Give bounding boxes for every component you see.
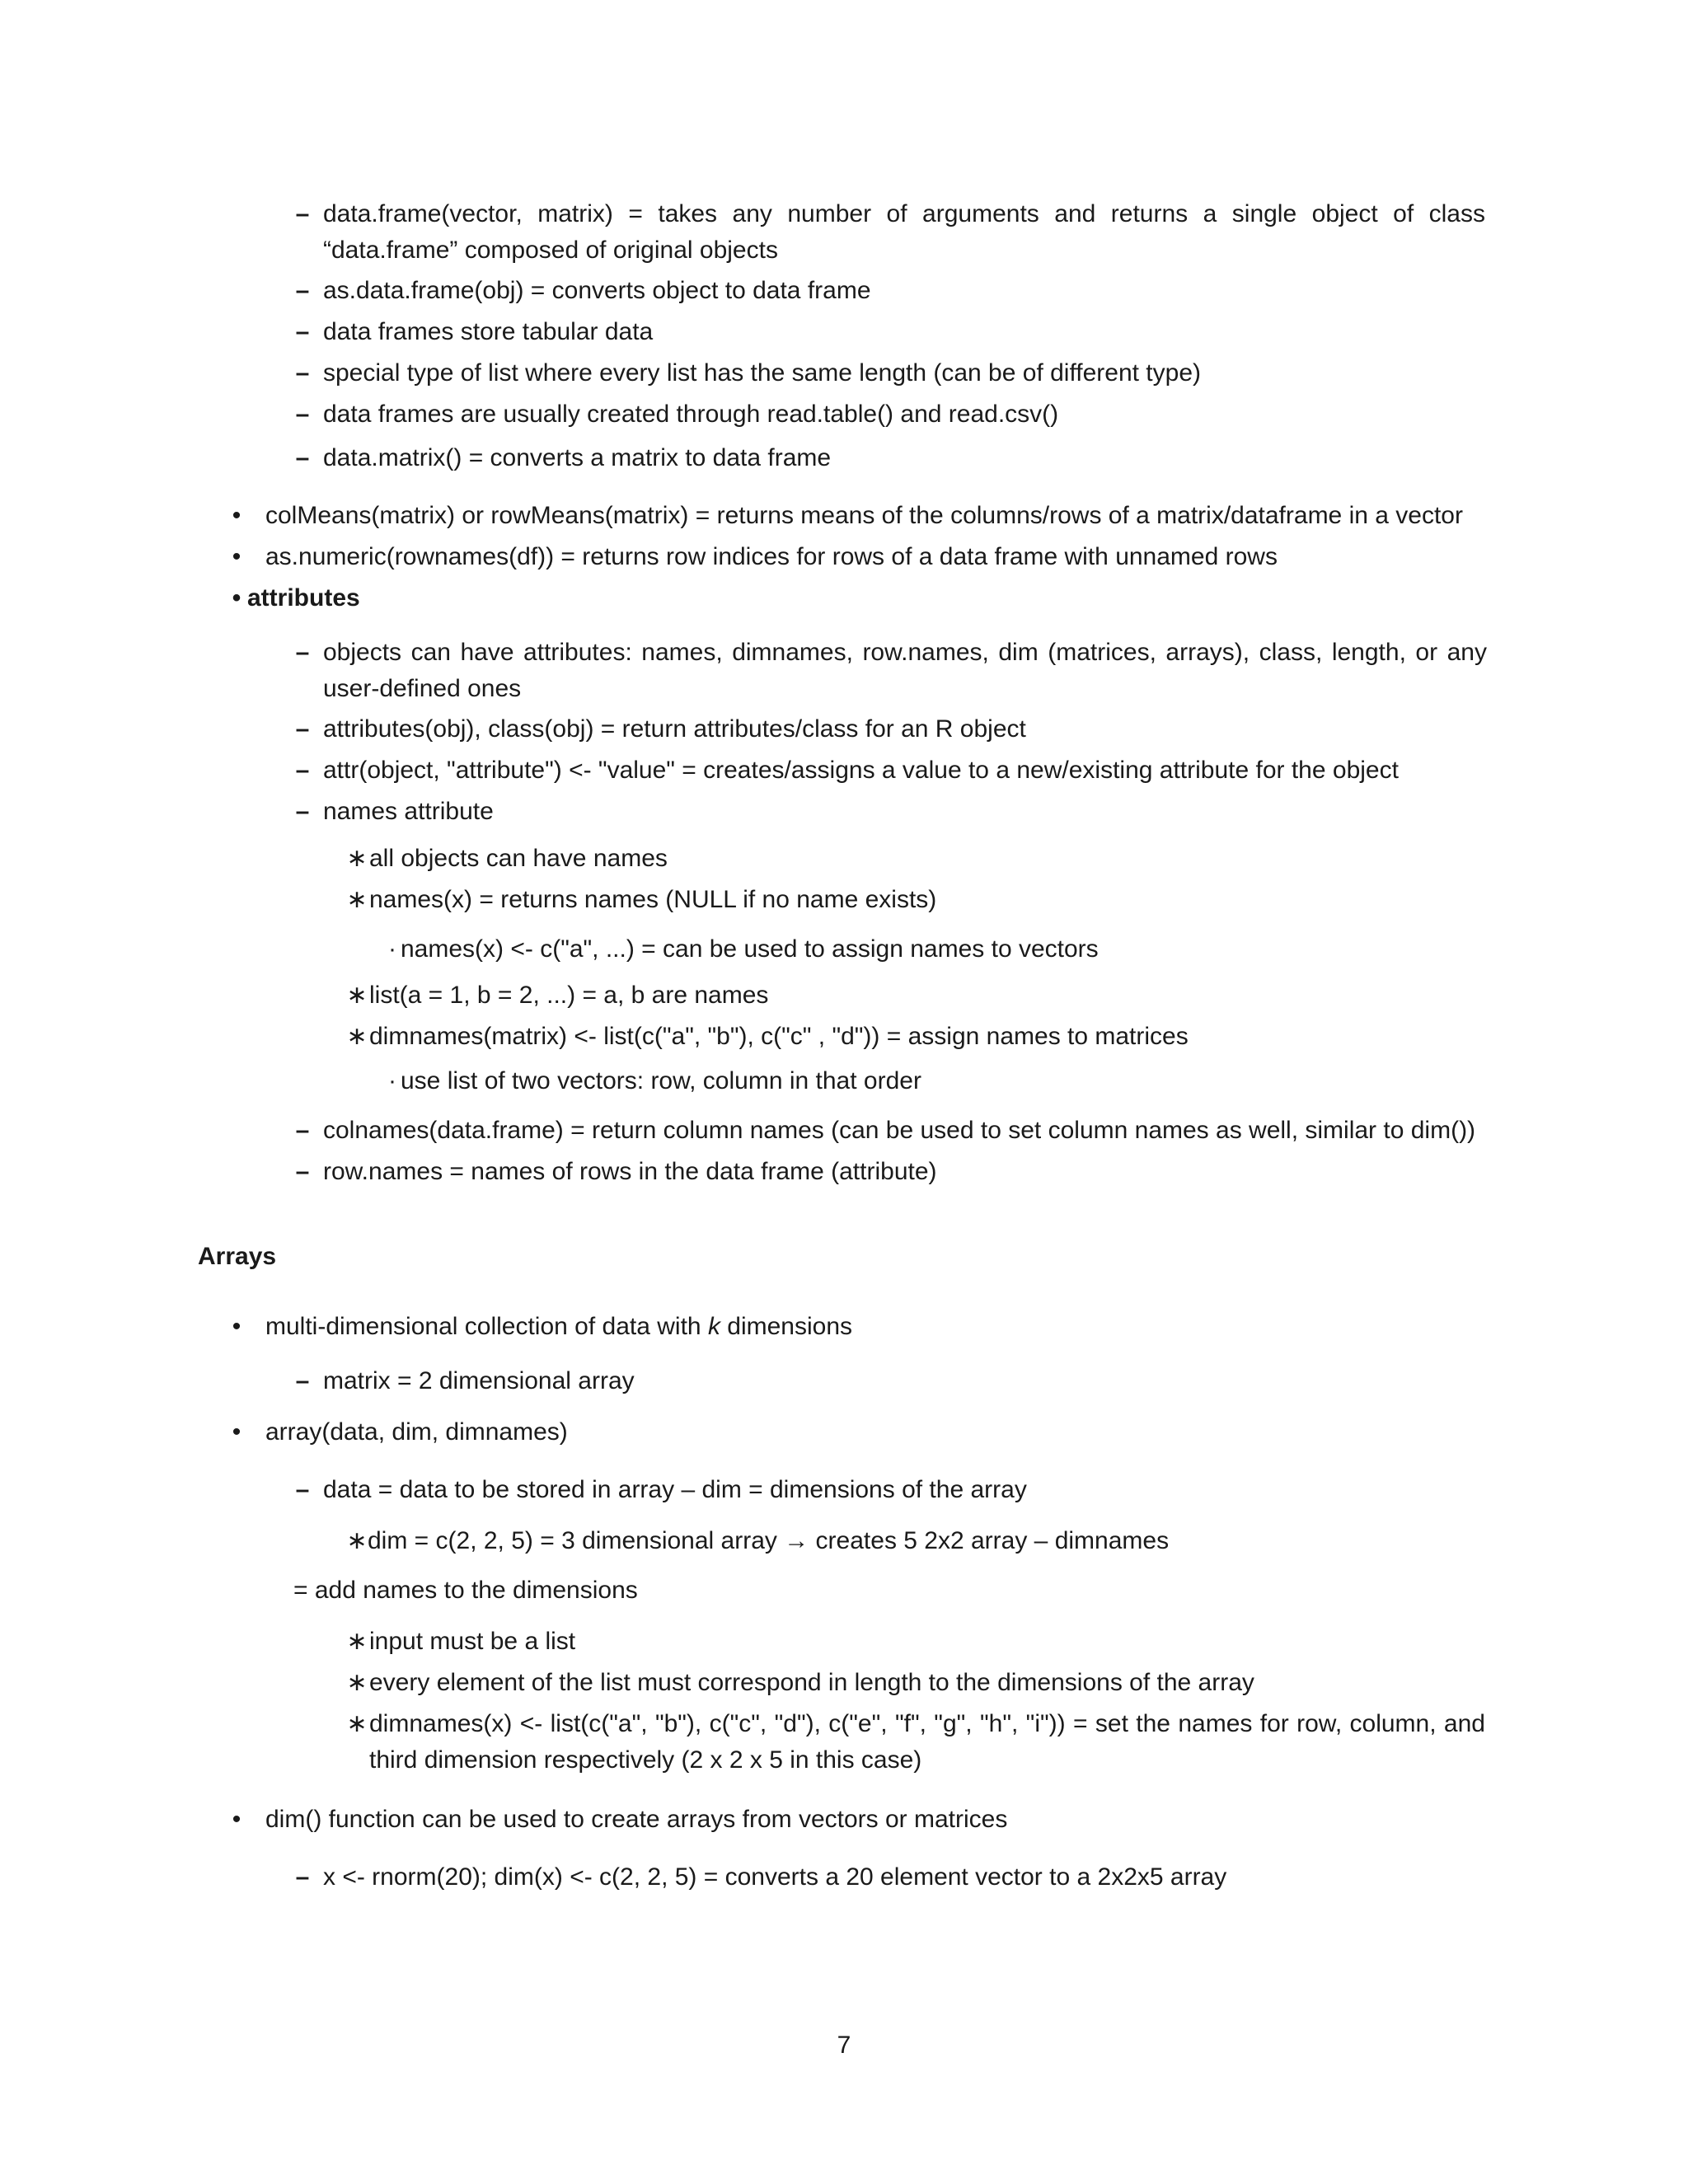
asterisk-marker: ∗	[346, 1710, 368, 1737]
list-item: use list of two vectors: row, column in that order	[401, 1067, 921, 1094]
dot-marker: ·	[388, 935, 396, 963]
list-item: colMeans(matrix) or rowMeans(matrix) = returns means of the columns/rows of a matrix/dataframe in a vector	[265, 502, 1463, 529]
dash-marker: –	[295, 359, 310, 387]
dash-marker: –	[295, 715, 310, 743]
list-item: dim = c(2, 2, 5) = 3 dimensional array → creates 5 2x2 array – dimnames	[368, 1527, 1170, 1554]
list-item: as.data.frame(obj) = converts object to data frame	[323, 277, 871, 304]
dash-marker: –	[295, 1367, 310, 1394]
list-item: data.matrix() = converts a matrix to data frame	[323, 444, 832, 471]
bullet-marker: •	[232, 502, 241, 529]
list-item: list(a = 1, b = 2, ...) = a, b are names	[369, 982, 769, 1009]
list-item: dimnames(x) <- list(c("a", "b"), c("c", "d"), c("e", "f", "g", "h", "i")) = set the names for row, column, and third dimension respectively (2 x 2 x 5 in this case)	[369, 1710, 1485, 1774]
attributes-heading: attributes	[247, 584, 360, 612]
dash-marker: –	[295, 1117, 310, 1144]
list-item: data = data to be stored in array – dim = dimensions of the array	[323, 1476, 1027, 1503]
list-item: as.numeric(rownames(df)) = returns row indices for rows of a data frame with unnamed rows	[265, 543, 1278, 570]
dot-marker: ·	[388, 1067, 396, 1094]
bullet-marker: •	[232, 543, 241, 570]
dash-marker: –	[295, 1863, 310, 1891]
dash-marker: –	[295, 318, 310, 345]
list-item: objects can have attributes: names, dimnames, row.names, dim (matrices, arrays), class, length, or any user-defined ones	[323, 639, 1487, 702]
list-item: data frames store tabular data	[323, 318, 654, 345]
asterisk-marker: ∗	[346, 886, 368, 913]
asterisk-marker: ∗	[346, 845, 368, 872]
asterisk-marker: ∗	[346, 1628, 368, 1655]
dash-marker: –	[295, 639, 310, 666]
dash-marker: –	[295, 1158, 310, 1185]
bullet-marker: •	[232, 1806, 241, 1833]
asterisk-marker: ∗	[346, 1527, 368, 1554]
list-item: data.frame(vector, matrix) = takes any number of arguments and returns a single object of class “data.frame” composed of original objects	[323, 200, 1485, 264]
bullet-marker: •	[232, 584, 241, 612]
dash-marker: –	[295, 444, 310, 471]
bullet-marker: •	[232, 1313, 241, 1340]
dash-marker: –	[295, 200, 310, 227]
list-item: input must be a list	[369, 1628, 576, 1655]
list-item: all objects can have names	[369, 845, 668, 872]
asterisk-marker: ∗	[346, 982, 368, 1009]
list-item: colnames(data.frame) = return column names (can be used to set column names as well, similar to dim())	[323, 1117, 1476, 1144]
list-item: dimnames(matrix) <- list(c("a", "b"), c("c" , "d")) = assign names to matrices	[369, 1023, 1189, 1050]
bullet-marker: •	[232, 1418, 241, 1446]
dash-marker: –	[295, 401, 310, 428]
list-item: row.names = names of rows in the data frame (attribute)	[323, 1158, 937, 1185]
list-item: dim() function can be used to create arrays from vectors or matrices	[265, 1806, 1008, 1833]
list-item: attributes(obj), class(obj) = return attributes/class for an R object	[323, 715, 1026, 743]
list-item: x <- rnorm(20); dim(x) <- c(2, 2, 5) = converts a 20 element vector to a 2x2x5 array	[323, 1863, 1227, 1891]
dash-marker: –	[295, 1476, 310, 1503]
list-item: array(data, dim, dimnames)	[265, 1418, 568, 1446]
list-item: special type of list where every list has the same length (can be of different type)	[323, 359, 1201, 387]
asterisk-marker: ∗	[346, 1023, 368, 1050]
dash-marker: –	[295, 757, 310, 784]
list-item-text: multi-dimensional collection of data with	[265, 1313, 708, 1340]
k-variable: k	[707, 1313, 720, 1340]
list-item: names(x) = returns names (NULL if no name exists)	[369, 886, 937, 913]
dash-marker: –	[295, 277, 310, 304]
list-item: data frames are usually created through read.table() and read.csv()	[323, 401, 1059, 428]
continuation-text: = add names to the dimensions	[293, 1577, 638, 1604]
list-item: names attribute	[323, 798, 494, 825]
section-heading: Arrays	[198, 1243, 277, 1270]
asterisk-marker: ∗	[346, 1669, 368, 1696]
list-item: names(x) <- c("a", ...) = can be used to assign names to vectors	[401, 935, 1099, 963]
list-item-text: dimensions	[720, 1313, 853, 1340]
list-item: attr(object, "attribute") <- "value" = creates/assigns a value to a new/existing attribute for the object	[323, 757, 1399, 784]
list-item: matrix = 2 dimensional array	[323, 1367, 635, 1394]
list-item	[265, 1309, 852, 1345]
list-item: every element of the list must correspond in length to the dimensions of the array	[369, 1669, 1254, 1696]
page-number: 7	[837, 2032, 851, 2059]
dash-marker: –	[295, 798, 310, 825]
